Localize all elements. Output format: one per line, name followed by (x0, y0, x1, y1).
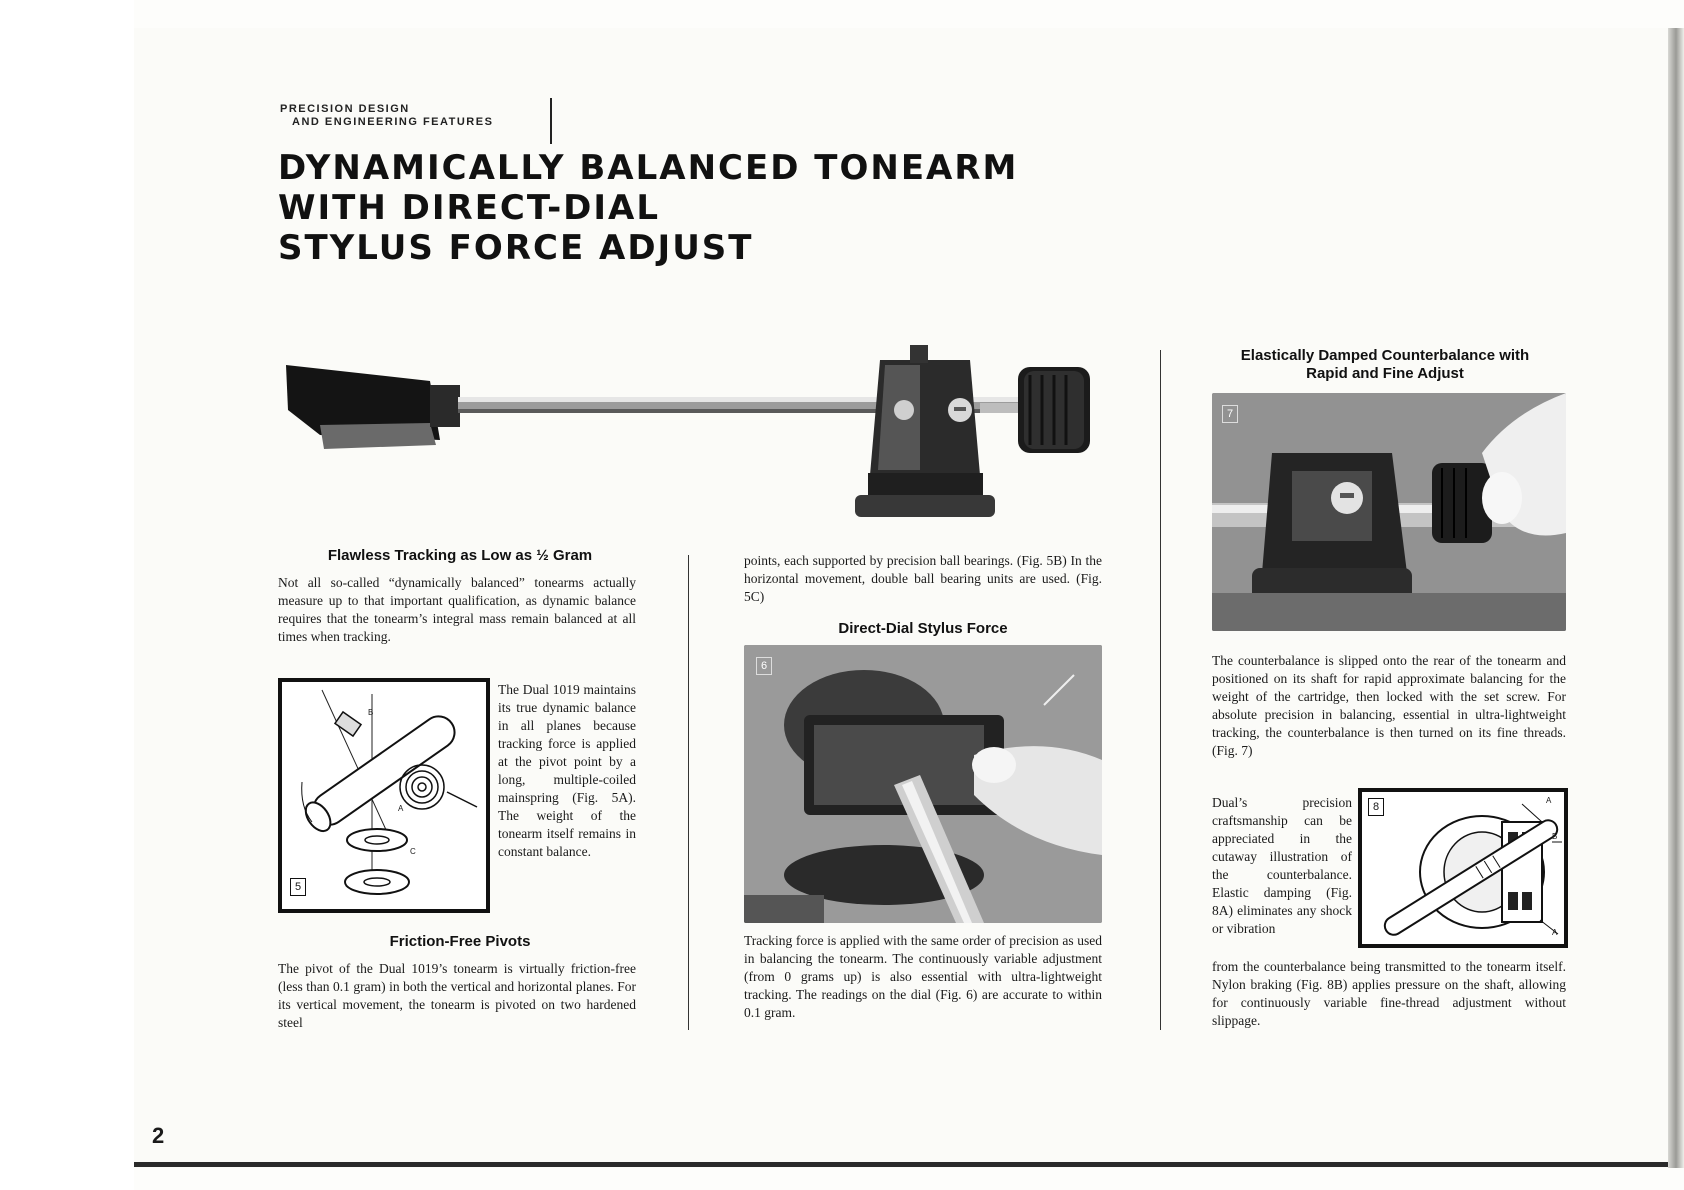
figure-5-number: 5 (290, 878, 306, 896)
fig5-label-b: B (368, 708, 374, 717)
headline-line-1: DYNAMICALLY BALANCED TONEARM (278, 148, 1019, 188)
section-body-counterbalance: The counterbalance is slipped onto the rear of the tonearm and positioned on its shaft for rapid approximate balancing for the weight of the cartridge, then locked with the set screw. For absolute precision in balancing, essential in ultra-lightweight tracking, the counterbalance is then turned on its fine threads. (Fig. 7) (1212, 653, 1566, 758)
column-divider-2 (1160, 350, 1161, 1030)
figure-6-number: 6 (756, 657, 772, 675)
section-body-pivots-continued: points, each supported by precision ball bearings. (Fig. 5B) In the horizontal movement, double ball bearing units are used. (Fig. 5C) (744, 553, 1102, 604)
figure-8-caption: Dual’s precision craftsmanship can be appreciated in the cutaway illustration of the counterbalance. Elastic damping (Fig. 8A) eliminates any shock or vibration (1212, 795, 1352, 936)
page-edge (1668, 28, 1684, 1168)
section-title-counterbalance (1200, 347, 1570, 383)
section-title-flawless-tracking: Flawless Tracking as Low as ½ Gram (327, 547, 593, 564)
section-body-friction-free-pivots: The pivot of the Dual 1019’s tonearm is virtually friction-free (less than 0.1 gram) in both the vertical and horizontal planes. For its vertical movement, the tonearm is pivoted on two hardened steel (278, 961, 636, 1030)
section-body-flawless-tracking: Not all so-called “dynamically balanced” tonearms actually measure up to that important qualification, as dynamic balance requires that the tonearm’s integral mass remain balanced at all times when tracking. (278, 575, 636, 644)
section-body-counterbalance-continued: from the counterbalance being transmitted to the tonearm itself. Nylon braking (Fig. 8B) applies pressure on the shaft, allowing for continuously variable fine-thread adjustment without slippage. (1212, 959, 1566, 1028)
tonearm-photo (280, 345, 1120, 525)
fig8-label-a-top: A (1546, 796, 1552, 805)
section-title-friction-free-pivots: Friction-Free Pivots (389, 933, 531, 950)
page-number: 2 (152, 1123, 165, 1148)
figure-6-dial-photo (744, 645, 1102, 923)
fig5-label-a: A (398, 804, 404, 813)
counterbalance-title-line-2: Rapid and Fine Adjust (1306, 365, 1464, 382)
fig8-label-b: B (1552, 832, 1558, 841)
counterbalance-title-line-1: Elastically Damped Counterbalance with (1240, 347, 1530, 364)
page-bottom-edge (134, 1162, 1668, 1167)
page-headline (278, 148, 1018, 268)
kicker-line-2: AND ENGINEERING FEATURES (292, 116, 494, 128)
figure-7-number: 7 (1222, 405, 1238, 423)
scan-margin (0, 0, 134, 1190)
fig8-label-a-bottom: A (1552, 928, 1558, 937)
headline-line-2: WITH DIRECT-DIAL (278, 188, 661, 228)
section-kicker (280, 103, 493, 129)
kicker-divider (550, 98, 552, 144)
figure-5-caption: The Dual 1019 maintains its true dynamic balance in all planes because tracking force is applied at the pivot point by a long, multiple-coiled mainspring (Fig. 5A). The weight of the tonearm itself remains in constant balance. (498, 682, 636, 859)
figure-8-cutaway (1358, 788, 1568, 948)
fig5-label-c: C (410, 847, 416, 856)
column-divider-1 (688, 555, 689, 1030)
kicker-line-1: PRECISION DESIGN (280, 103, 410, 115)
headline-line-3: STYLUS FORCE ADJUST (278, 228, 754, 268)
section-body-direct-dial: Tracking force is applied with the same order of precision as used in balancing the tonearm. The continuously variable adjustment (from 0 grams up) is also essential with ultra-lightweight tracking. The readings on the dial (Fig. 6) are accurate to within 0.1 gram. (744, 933, 1102, 1020)
figure-5-mainspring (278, 678, 490, 913)
figure-7-counterbalance-photo (1212, 393, 1566, 631)
section-title-direct-dial: Direct-Dial Stylus Force (838, 620, 1008, 637)
figure-8-number: 8 (1368, 798, 1384, 816)
